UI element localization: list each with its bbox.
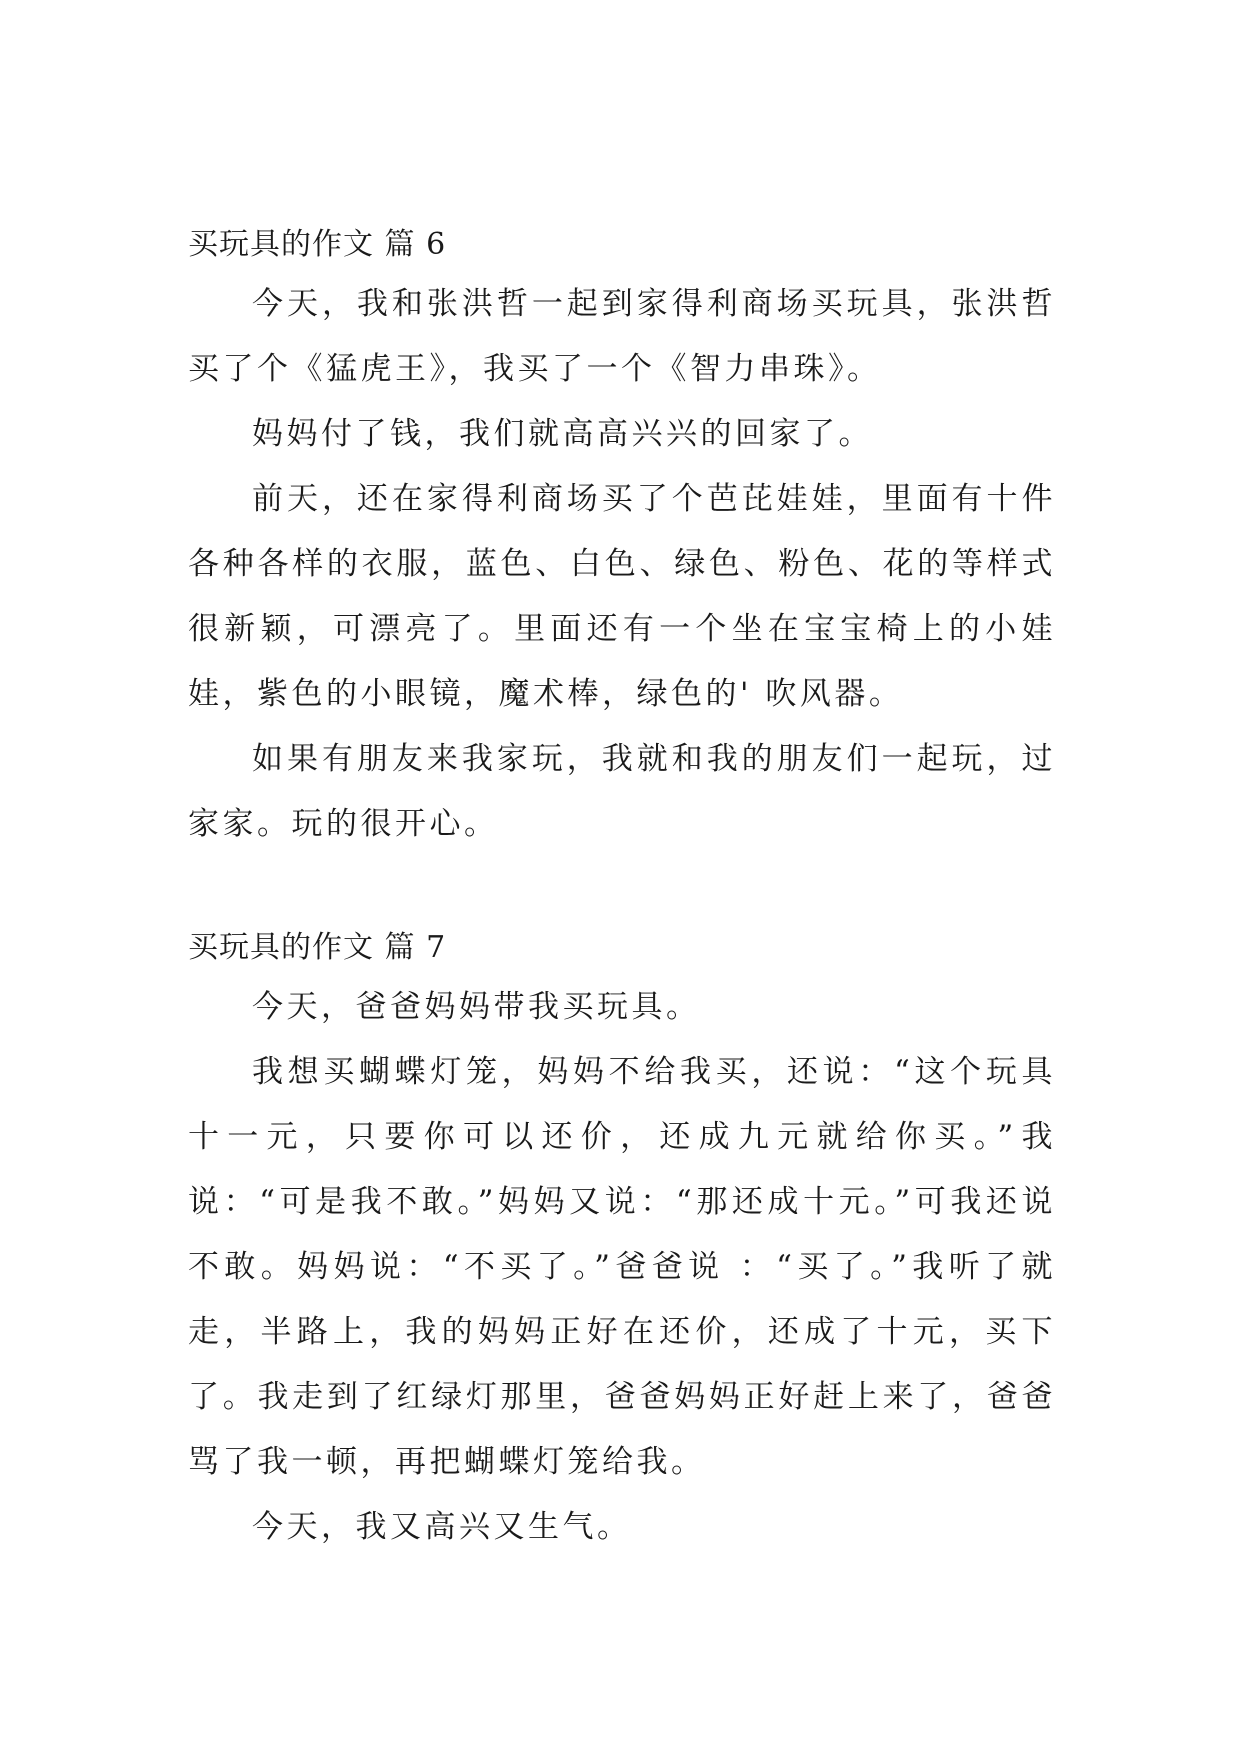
document-body — [188, 218, 1056, 1560]
paragraph: 我想买蝴蝶灯笼，妈妈不给我买，还说：“这个玩具十一元，只要你可以还价，还成九元就给你买。”我说：“可是我不敢。”妈妈又说：“那还成十元。”可我还说不敢。妈妈说：“不买了。”爸爸说 ：“买了。”我听了就走，半路上，我的妈妈正好在还价，还成了十元，买下了。我走到了红绿灯那里，爸爸妈妈正好赶上来了，爸爸骂了我一顿，再把蝴蝶灯笼给我。 — [188, 1054, 1056, 1480]
paragraph: 妈妈付了钱，我们就高高兴兴的回家了。 — [252, 416, 873, 452]
essay-section-6 — [188, 218, 1056, 857]
paragraph: 今天，我又高兴又生气。 — [252, 1509, 632, 1545]
paragraph: 今天，我和张洪哲一起到家得利商场买玩具，张洪哲买了个《猛虎王》，我买了一个《智力串珠》。 — [188, 286, 1056, 387]
section-heading: 买玩具的作文 篇 7 — [188, 930, 447, 965]
paragraph: 如果有朋友来我家玩，我就和我的朋友们一起玩，过家家。玩的很开心。 — [188, 741, 1056, 842]
paragraph: 前天，还在家得利商场买了个芭芘娃娃，里面有十件各种各样的衣服，蓝色、白色、绿色、粉色、花的等样式很新颖，可漂亮了。里面还有一个坐在宝宝椅上的小娃娃，紫色的小眼镜，魔术棒，绿色的' 吹风器。 — [188, 481, 1056, 712]
section-heading: 买玩具的作文 篇 6 — [188, 227, 447, 262]
section-spacer — [188, 857, 1056, 921]
paragraph: 今天，爸爸妈妈带我买玩具。 — [252, 989, 701, 1025]
essay-section-7 — [188, 921, 1056, 1560]
